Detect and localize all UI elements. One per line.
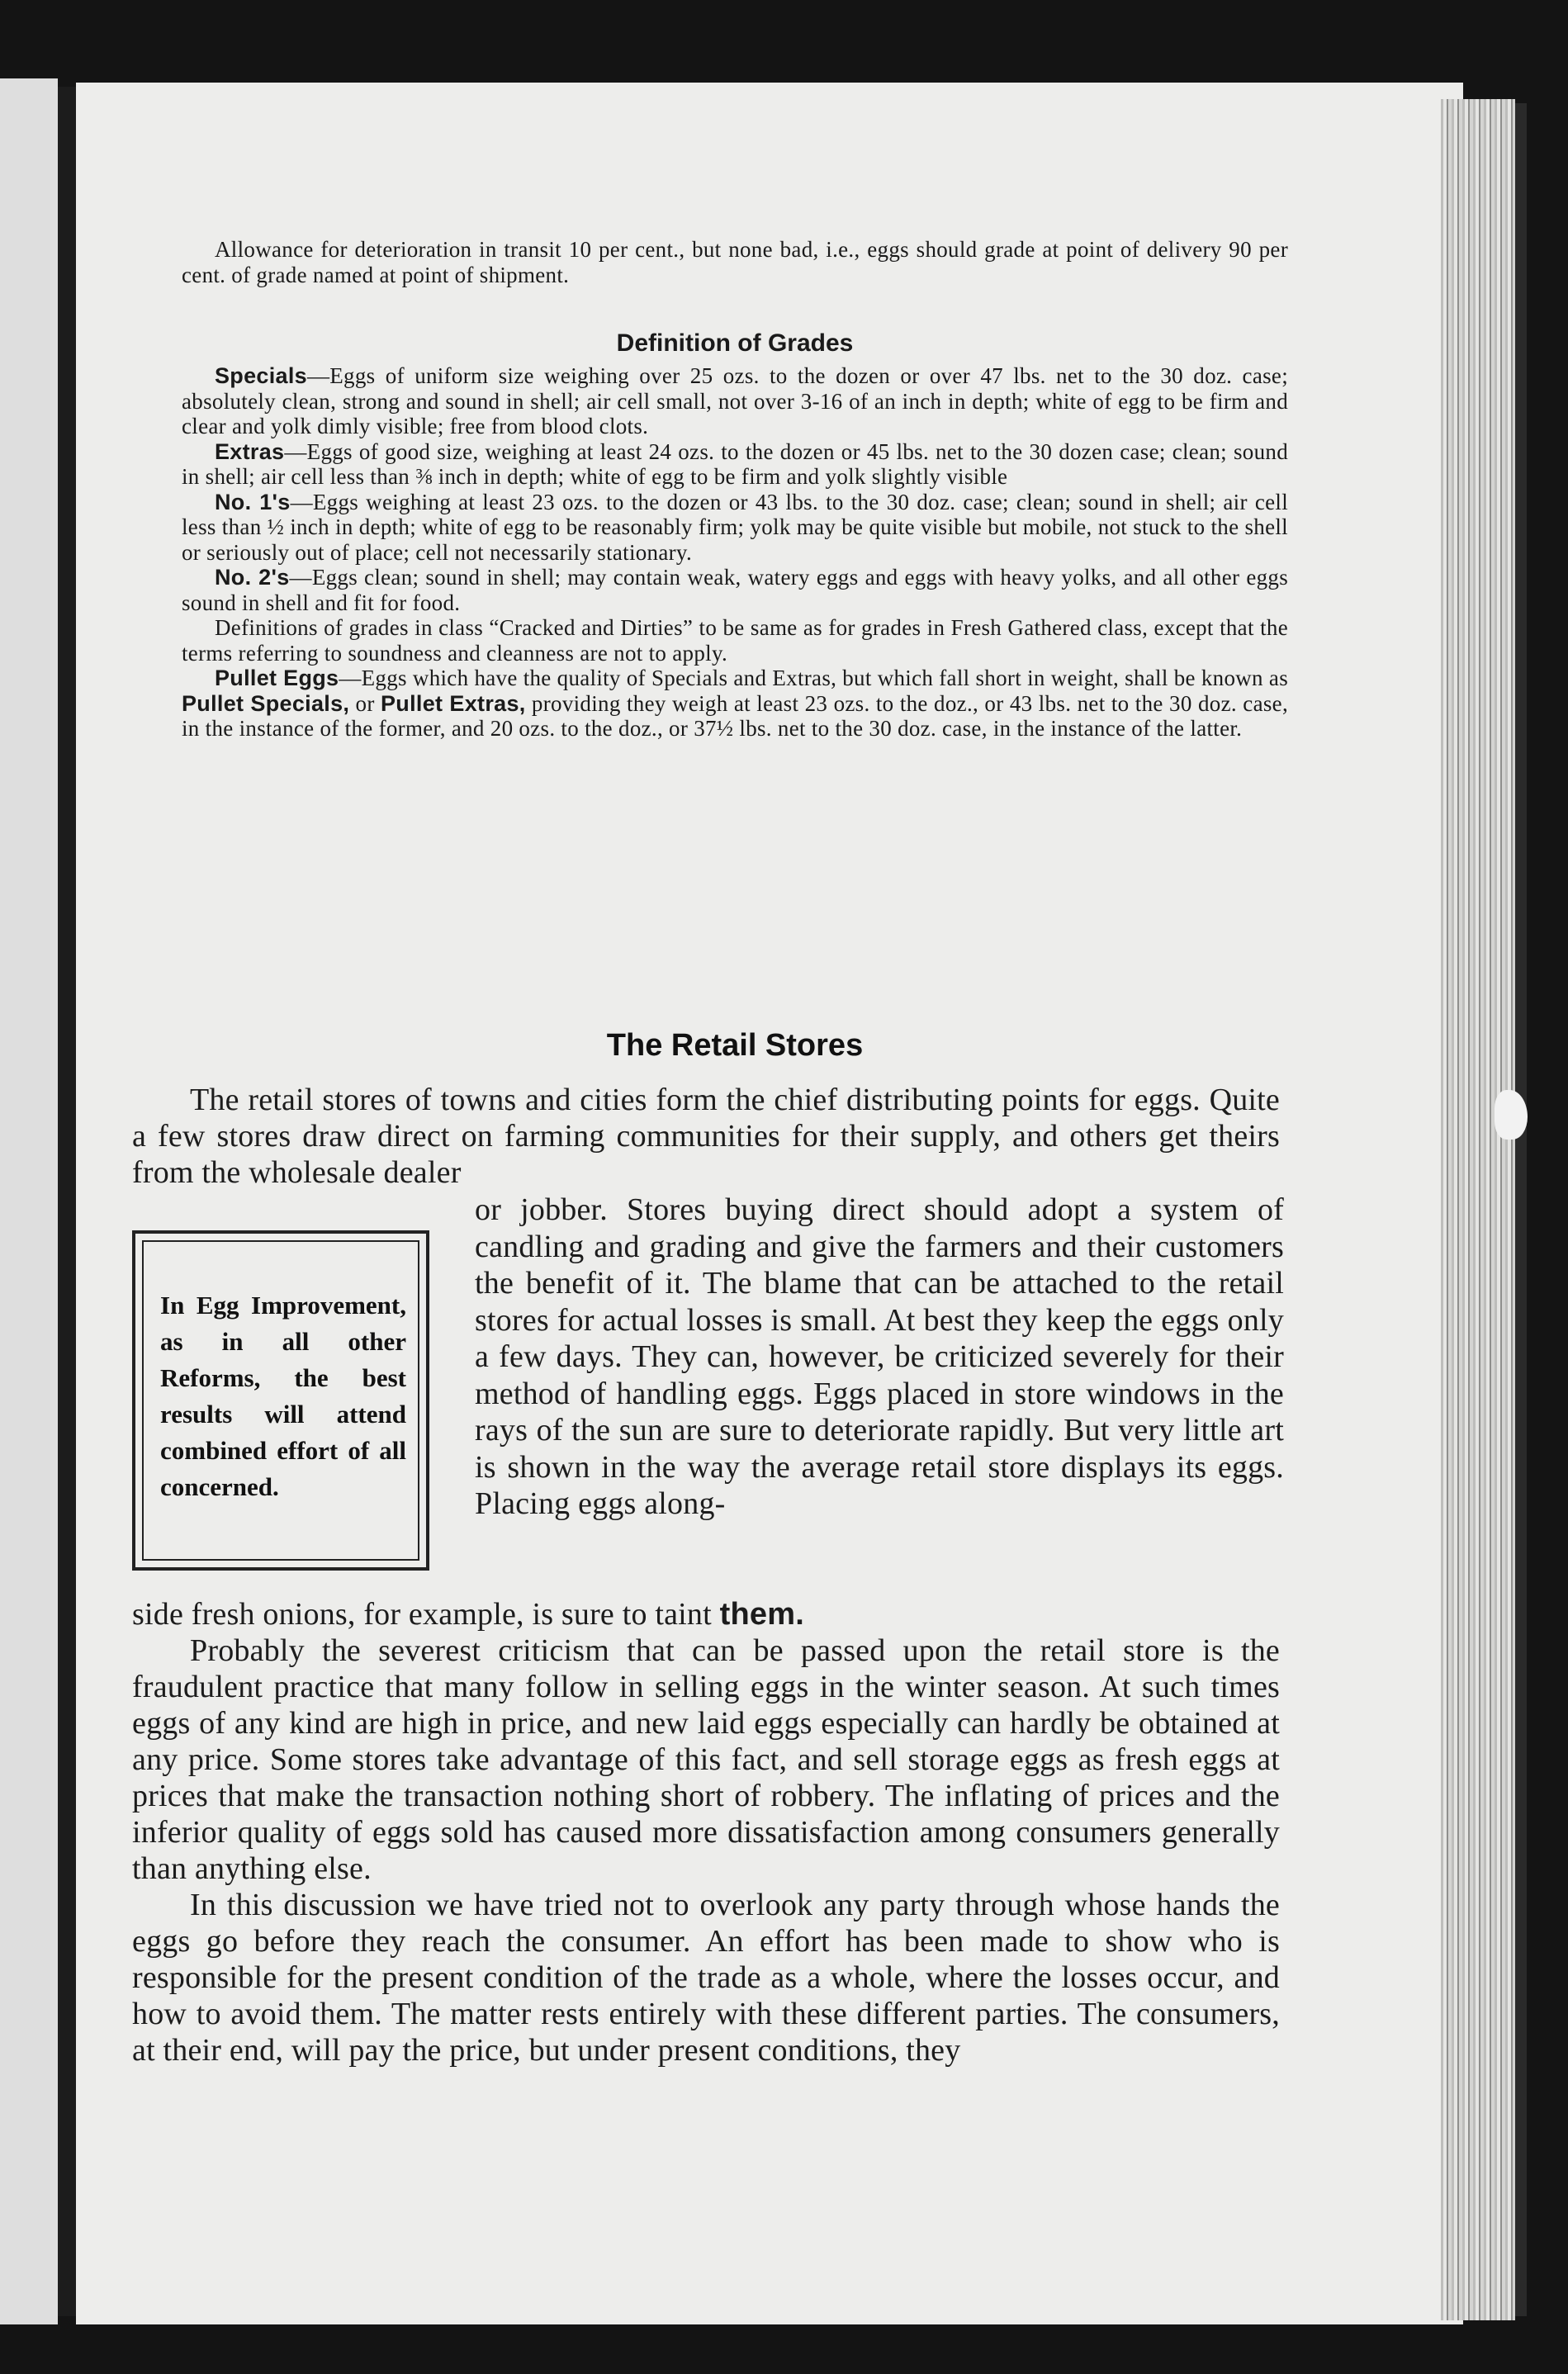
binding-shadow (58, 87, 76, 2316)
sidebar-quote: In Egg Improvement, as in all other Reforms, the best results will attend combined effort of all concerned. (142, 1240, 419, 1561)
allowance-paragraph: Allowance for deterioration in transit 10 per cent., but none bad, i.e., eggs should grade at point of delivery 90 per cent. of grade named at point of shipment. (182, 237, 1288, 287)
retail-criticism-paragraph: Probably the severest criticism that can be passed upon the retail store is the fraudulent practice that many follow in selling eggs in the winter season. At such times eggs of any kind are high in price, and new laid eggs especially can hardly be obtained at any price. Some stores take advantage of this fact, and sell storage eggs as fresh eggs at prices that make the transaction nothing short of robbery. The inflating of prices and the inferior quality of eggs sold has caused more dissatisfaction among consumers generally than anything else. (132, 1633, 1280, 1886)
intro-paragraph: The retail stores of towns and cities form the chief distributing points for eggs. Quite a few stores draw direct on farming communities for their supply, and others get theirs from the wholesale dealer (132, 1083, 1280, 1190)
grade-specials: Specials—Eggs of uniform size weighing over 25 ozs. to the dozen or over 47 lbs. net to the 30 doz. case; absolutely clean, strong and sound in shell; air cell small, not over 3-16 of an inch in depth; white of egg to be firm and clear and yolk dimly visible; free from blood clots. (182, 363, 1288, 438)
wrapped-paragraph: or jobber. Stores buying direct should adopt a system of candling and grading and give the farmers and their customers the benefit of it. The blame that can be attached to the retail stores for actual losses is small. At best they keep the eggs only a few days. They can, however, be criticized severely for their method of handling eggs. Eggs placed in store windows in the rays of the sun are sure to deteriorate rapidly. But very little art is shown in the way the average retail store displays its eggs. Placing eggs along- (475, 1192, 1284, 1521)
section-title: The Retail Stores (606, 1028, 864, 1063)
definitions-note: Definitions of grades in class “Cracked and Dirties” to be same as for grades in Fresh Gathered class, except that the terms referring to soundness and cleanness are not to apply. (182, 615, 1288, 666)
continued-paragraph: side fresh onions, for example, is sure to taint them. Probably the severest criticism that can be passed upon the retail store is the fraudulent practice that many follow in selling eggs in the winter season. At such times eggs of any kind are high in price, and new laid eggs especially can hardly be obtained at any price. Some stores take advantage of this fact, and sell storage eggs as fresh eggs at prices that make the transaction nothing short of robbery. The inflating of prices and the inferior quality of eggs sold has caused more dissatisfaction among consumers generally than anything else. In this discussion we have tried not to overlook any party through whose hands the eggs go before they reach the consumer. An effort has been made to show who is responsible for the present condition of the trade as a whole, where the losses occur, and how to avoid them. The matter rests entirely with these different parties. The consumers, at their end, will pay the price, but under present conditions, they (132, 1597, 1280, 2068)
grades-list (182, 363, 1288, 742)
discussion-paragraph: In this discussion we have tried not to overlook any party through whose hands the eggs go before they reach the consumer. An effort has been made to show who is responsible for the present condition of the trade as a whole, where the losses occur, and how to avoid them. The matter rests entirely with these different parties. The consumers, at their end, will pay the price, but under present conditions, they (132, 1888, 1280, 2068)
grade-no2: No. 2's—Eggs clean; sound in shell; may contain weak, watery eggs and eggs with heavy yolks, and all other eggs sound in shell and fit for food. (182, 565, 1289, 615)
page-stack-shadow (1515, 103, 1527, 2316)
grade-pullet: Pullet Eggs—Eggs which have the quality of Specials and Extras, but which fall short in weight, shall be known as Pullet Specials, or Pullet Extras, providing they weigh at least 23 ozs. to the doz., or 43 lbs. net to the 30 doz. case, in the instance of the former, and 20 ozs. to the doz., or 37½ lbs. net to the 30 doz. case, in the instance of the latter. (182, 666, 1288, 741)
facing-page-edge (0, 78, 58, 2324)
page-stack-edge (1441, 99, 1515, 2320)
grade-extras: Extras—Eggs of good size, weighing at least 24 ozs. to the dozen or 45 lbs. net to the 30 dozen case; clean; sound in shell; air cell less than ⅜ inch in depth; white of egg to be firm and yolk slightly visible (182, 438, 1288, 489)
grade-no1: No. 1's—Eggs weighing at least 23 ozs. to the dozen or 43 lbs. to the 30 doz. case; clean; sound in shell; air cell less than ½ inch in depth; white of egg to be reasonably firm; yolk may be quite visible but mobile, not stuck to the shell or seriously out of place; cell not necessarily stationary. (182, 489, 1288, 565)
sidebar-quote-box (132, 1230, 429, 1571)
grades-heading: Definition of Grades (616, 329, 854, 357)
